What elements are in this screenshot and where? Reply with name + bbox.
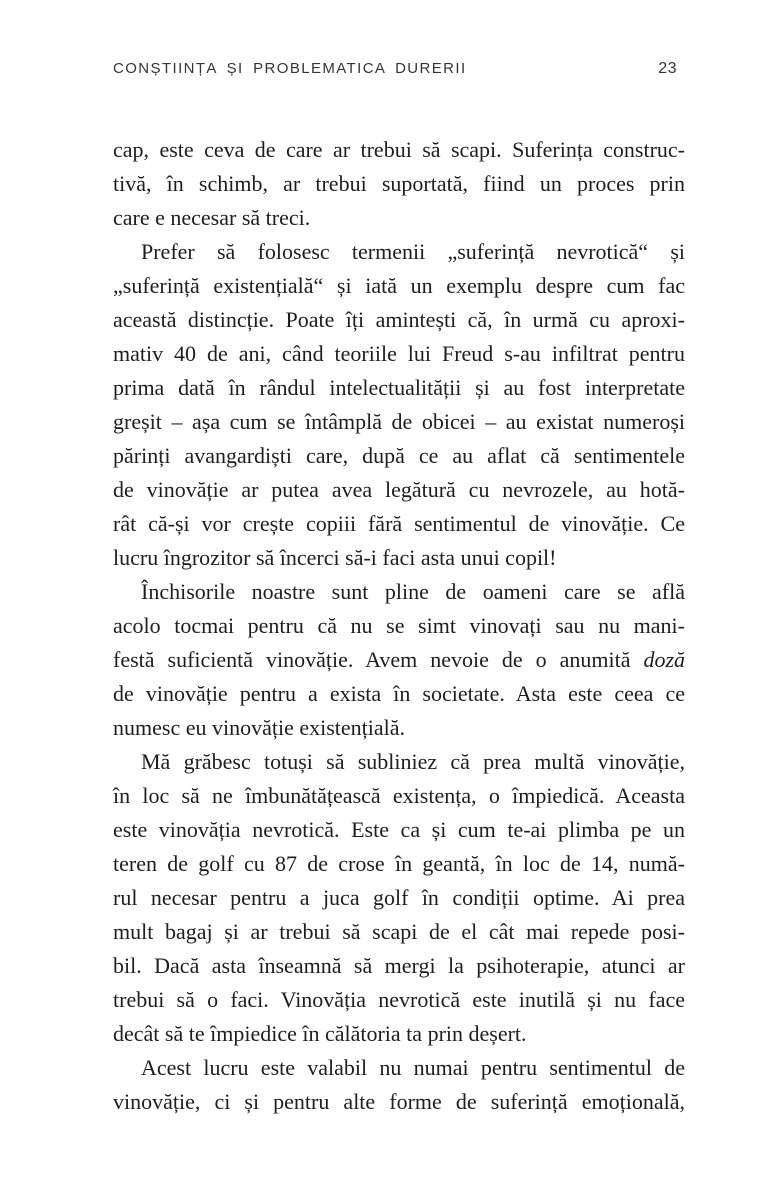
paragraph	[113, 575, 685, 745]
text-line: greșit – așa cum se întâmplă de obicei – au existat numeroși	[113, 409, 685, 434]
text-line: această distincție. Poate îți amintești că, în urmă cu aproxi-	[113, 307, 685, 332]
paragraph	[113, 745, 685, 1051]
text-line: Mă grăbesc totuși să subliniez că prea multă vinovăție,	[141, 749, 685, 774]
text-line: Acest lucru este valabil nu numai pentru sentimentul de	[141, 1055, 685, 1080]
page-number: 23	[658, 60, 677, 77]
text-line: Închisorile noastre sunt pline de oameni care se află	[141, 579, 685, 604]
body-text	[113, 133, 685, 1119]
text-line: părinți avangardiști care, după ce au aflat că sentimentele	[113, 443, 685, 468]
text-line: trebui să o faci. Vinovăția nevrotică este inutilă și nu face	[113, 987, 685, 1012]
text-line: bil. Dacă asta înseamnă să mergi la psihoterapie, atunci ar	[113, 953, 685, 978]
text-line: de vinovăție pentru a exista în societate. Asta este ceea ce	[113, 681, 685, 706]
paragraph	[113, 235, 685, 575]
text-line: „suferință existențială“ și iată un exemplu despre cum fac	[113, 273, 685, 298]
text-line: rât că-și vor crește copiii fără sentimentul de vinovăție. Ce	[113, 511, 685, 536]
paragraph	[113, 1051, 685, 1119]
text-line: lucru îngrozitor să încerci să-i faci asta unui copil!	[113, 545, 557, 570]
text-line: teren de golf cu 87 de crose în geantă, în loc de 14, numă-	[113, 851, 685, 876]
text-line: acolo tocmai pentru că nu se simt vinovați sau nu mani-	[113, 613, 685, 638]
text-line: în loc să ne îmbunătățească existența, o împiedică. Aceasta	[113, 783, 685, 808]
page-header	[113, 60, 685, 78]
text-line: prima dată în rândul intelectualității și au fost interpretate	[113, 375, 685, 400]
text-line: vinovăție, ci și pentru alte forme de suferință emoțională,	[113, 1089, 685, 1114]
text-line: tivă, în schimb, ar trebui suportată, fiind un proces prin	[113, 171, 685, 196]
text-line: rul necesar pentru a juca golf în condiții optime. Ai prea	[113, 885, 685, 910]
text-line: este vinovăția nevrotică. Este ca și cum te-ai plimba pe un	[113, 817, 685, 842]
paragraph	[113, 133, 685, 235]
text-line: mativ 40 de ani, când teoriile lui Freud s-au infiltrat pentru	[113, 341, 685, 366]
text-line: Prefer să folosesc termenii „suferință nevrotică“ și	[141, 239, 685, 264]
text-line: cap, este ceva de care ar trebui să scapi. Suferința construc-	[113, 137, 685, 162]
running-head-title: CONȘTIINȚA ȘI PROBLEMATICA DURERII	[113, 60, 467, 77]
text-line: mult bagaj și ar trebui să scapi de el cât mai repede posi-	[113, 919, 685, 944]
text-line: care e necesar să treci.	[113, 205, 311, 230]
text-line: decât să te împiedice în călătoria ta prin deșert.	[113, 1021, 527, 1046]
text-line: numesc eu vinovăție existențială.	[113, 715, 406, 740]
text-line: de vinovăție ar putea avea legătură cu nevrozele, au hotă-	[113, 477, 685, 502]
text-line: festă suficientă vinovăție. Avem nevoie de o anumită doză	[113, 647, 685, 672]
